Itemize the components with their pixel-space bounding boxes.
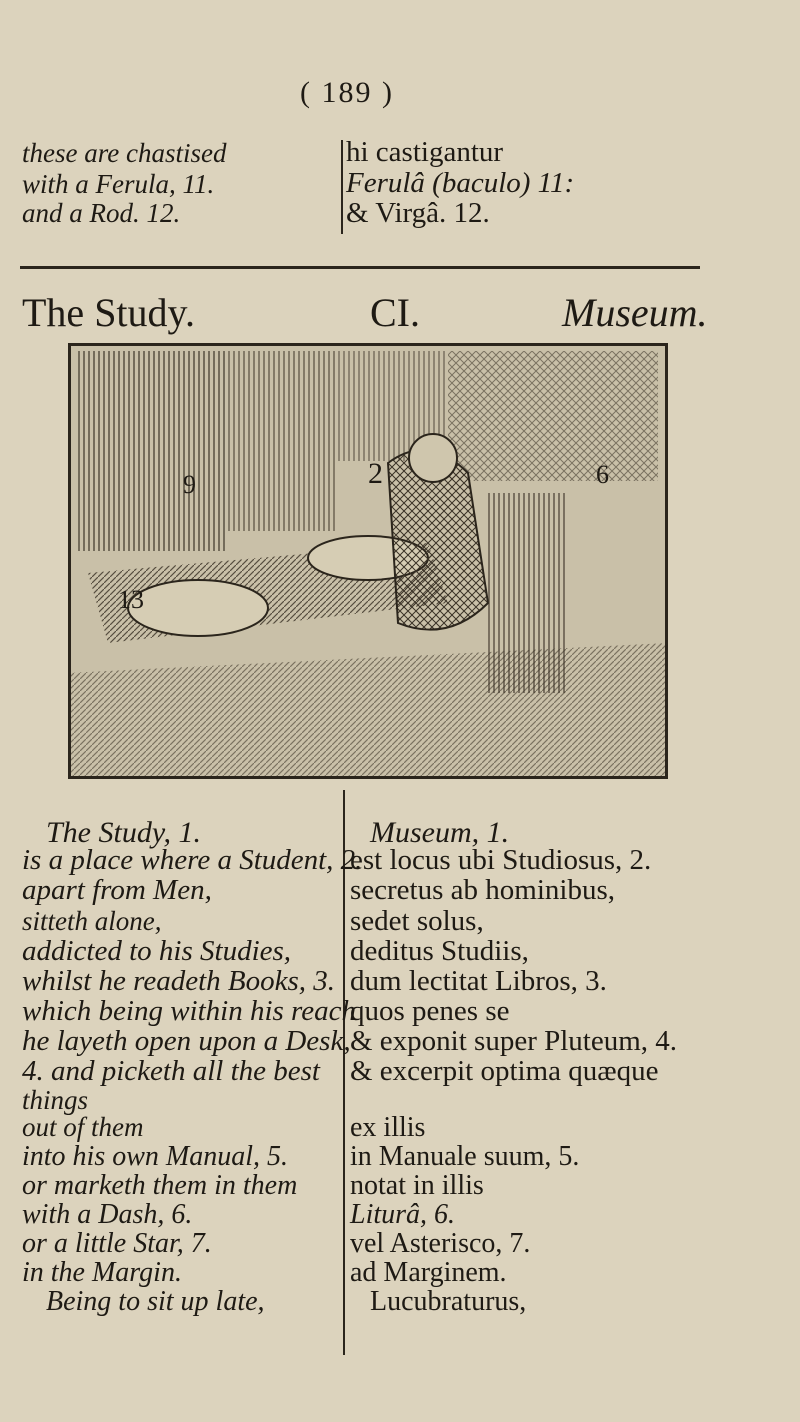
english-line: is a place where a Student, 2.: [22, 844, 363, 876]
english-line: Being to sit up late,: [46, 1286, 265, 1317]
english-line: things: [22, 1085, 89, 1115]
figure-number: 9: [183, 470, 196, 499]
top-latin-line: hi castigantur: [346, 136, 504, 168]
engraving-drawing: [68, 343, 668, 779]
latin-line: secretus ab hominibus,: [350, 874, 615, 906]
top-latin-line: Ferulâ (baculo) 11:: [346, 167, 575, 199]
latin-line: quos penes se: [350, 995, 510, 1027]
latin-line: Liturâ, 6.: [350, 1199, 456, 1230]
top-latin-line: & Virgâ. 12.: [346, 197, 490, 229]
english-line: or a little Star, 7.: [22, 1228, 212, 1259]
latin-line: in Manuale suum, 5.: [350, 1141, 580, 1172]
latin-line: dum lectitat Libros, 3.: [350, 965, 607, 997]
english-line: out of them: [22, 1112, 144, 1142]
latin-line: & excerpit optima quæque: [350, 1055, 659, 1087]
latin-line: vel Asterisco, 7.: [350, 1228, 531, 1259]
english-line: which being within his reach: [22, 995, 357, 1027]
study-engraving: [68, 343, 668, 779]
english-line: whilst he readeth Books, 3.: [22, 965, 336, 997]
english-line: The Study, 1.: [46, 816, 201, 849]
latin-line: ex illis: [350, 1112, 426, 1143]
top-english-line: these are chastised: [22, 138, 227, 168]
latin-line: sedet solus,: [350, 905, 484, 937]
english-line: apart from Men,: [22, 874, 212, 906]
latin-line: deditus Studiis,: [350, 935, 529, 967]
figure-number: 2: [368, 457, 383, 490]
heading-english: The Study.: [22, 290, 195, 335]
english-line: sitteth alone,: [22, 906, 162, 936]
top-column-divider: [341, 140, 343, 234]
latin-line: est locus ubi Studiosus, 2.: [350, 844, 652, 876]
latin-line: Museum, 1.: [370, 816, 510, 849]
latin-line: & exponit super Pluteum, 4.: [350, 1025, 678, 1057]
english-line: or marketh them in them: [22, 1170, 298, 1201]
section-divider: [20, 266, 700, 269]
figure-number: 6: [596, 460, 609, 489]
top-english-line: and a Rod. 12.: [22, 198, 181, 228]
english-line: in the Margin.: [22, 1257, 182, 1288]
english-line: with a Dash, 6.: [22, 1199, 193, 1230]
english-line: addicted to his Studies,: [22, 935, 292, 967]
heading-latin: Museum.: [562, 290, 708, 335]
english-line: he layeth open upon a Desk,: [22, 1025, 351, 1057]
top-english-line: with a Ferula, 11.: [22, 169, 215, 199]
heading-number: CI.: [370, 290, 420, 335]
figure-number: 13: [118, 585, 144, 614]
latin-line: notat in illis: [350, 1170, 484, 1201]
page-number: ( 189 ): [300, 76, 394, 109]
english-line: into his own Manual, 5.: [22, 1141, 289, 1172]
english-line: 4. and picketh all the best: [22, 1055, 320, 1087]
latin-line: Lucubraturus,: [370, 1286, 527, 1317]
latin-line: ad Marginem.: [350, 1257, 507, 1288]
